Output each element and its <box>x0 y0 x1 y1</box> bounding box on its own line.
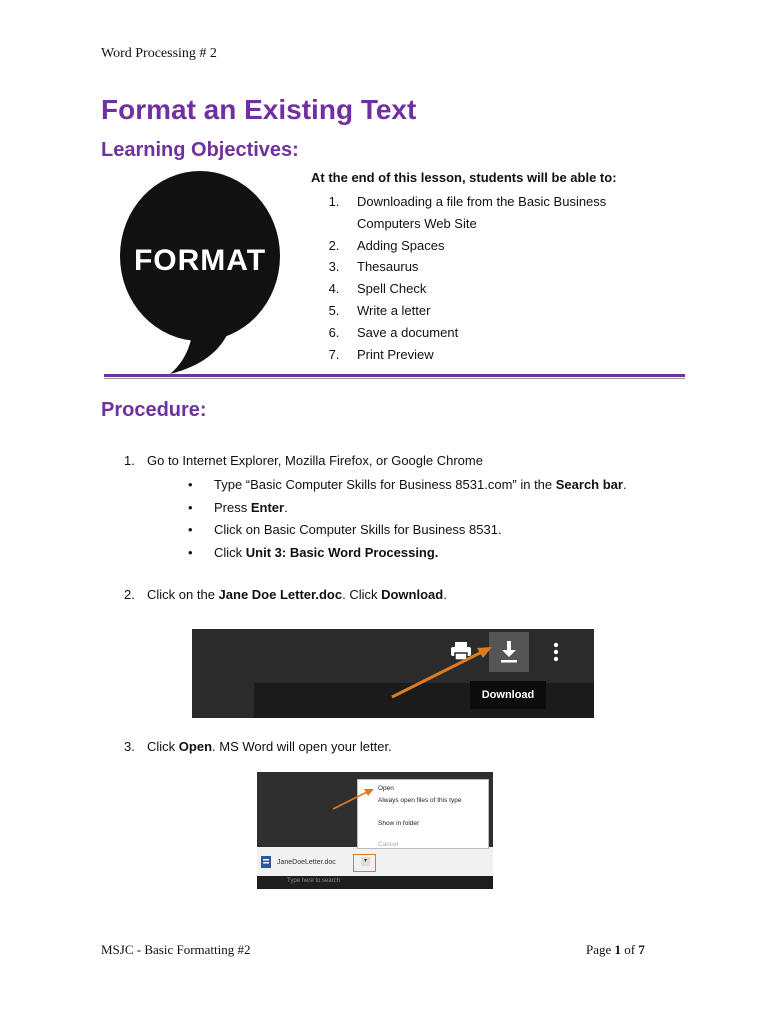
bullet-symbol: • <box>188 522 193 538</box>
list-item-text: Adding Spaces <box>357 237 445 253</box>
list-item-text: Save a document <box>357 324 459 340</box>
list-item <box>311 256 641 278</box>
list-item <box>311 191 641 235</box>
list-item <box>311 235 641 257</box>
bullet-symbol: • <box>188 499 193 515</box>
procedure-step-1 <box>124 453 483 468</box>
bullet-symbol: • <box>188 477 193 492</box>
menu-item-cancel[interactable]: Cancel <box>378 841 399 848</box>
section-divider-shadow <box>104 378 685 379</box>
download-file-name[interactable]: JaneDoeLetter.doc <box>277 859 336 866</box>
step-1-bullets <box>188 474 627 565</box>
document-title: Format an Existing Text <box>101 94 417 125</box>
menu-item-open[interactable]: Open <box>378 785 394 792</box>
taskbar-search-placeholder[interactable]: Type here to search <box>287 878 341 884</box>
section-divider <box>104 374 685 377</box>
pointer-arrow <box>257 772 493 889</box>
chevron-down-icon[interactable]: ▾ <box>361 857 370 866</box>
step-number: 3. <box>124 739 135 754</box>
format-image-label: FORMAT <box>133 244 267 277</box>
list-number: 4. <box>328 281 340 297</box>
procedure-heading: Procedure: <box>101 399 207 421</box>
format-speech-bubble-image <box>118 170 288 375</box>
list-number: 3. <box>328 259 340 275</box>
pointer-arrow <box>192 629 594 718</box>
list-number: 6. <box>328 324 340 340</box>
page-header: Word Processing # 2 <box>101 46 217 61</box>
list-item-text: Write a letter <box>357 302 431 318</box>
procedure-step-2: 2. Click on the Jane Doe Letter.doc. Click Download. <box>124 587 447 602</box>
list-number: 7. <box>328 346 340 362</box>
list-item-text: Spell Check <box>357 281 427 297</box>
open-file-screenshot <box>257 772 493 889</box>
list-item-text: Thesaurus <box>357 259 419 275</box>
list-item <box>311 278 641 300</box>
list-item: • Type “Basic Computer Skills for Business 8531.com” in the Search bar. <box>188 474 627 497</box>
step-number: 1. <box>124 453 135 468</box>
learning-objectives-heading: Learning Objectives: <box>101 139 299 161</box>
list-item: • Press Enter. <box>188 497 627 520</box>
list-number: 1. <box>328 194 340 209</box>
footer-course-label: MSJC - Basic Formatting #2 <box>101 942 251 957</box>
list-item: • Click Unit 3: Basic Word Processing. <box>188 542 627 565</box>
list-item-text: Downloading a file from the Basic Business <box>357 194 607 209</box>
bullet-symbol: • <box>188 545 193 561</box>
footer-page-number: Page 1 of 7 <box>586 942 645 957</box>
step-number: 2. <box>124 587 135 602</box>
menu-item-always-open[interactable]: Always open files of this type <box>378 797 462 804</box>
step-text: Go to Internet Explorer, Mozilla Firefox, or Google Chrome <box>147 453 483 468</box>
list-item <box>311 322 641 344</box>
procedure-step-3: 3. Click Open. MS Word will open your letter. <box>124 739 392 754</box>
objectives-list <box>311 191 641 365</box>
download-tooltip: Download <box>470 681 546 709</box>
download-toolbar-screenshot <box>192 629 594 718</box>
list-number: 2. <box>328 237 340 253</box>
list-item: • Click on Basic Computer Skills for Business 8531. <box>188 519 627 542</box>
objectives-intro: At the end of this lesson, students will be able to: <box>311 170 617 185</box>
menu-item-show-in-folder[interactable]: Show in folder <box>378 820 420 827</box>
list-item-text: Print Preview <box>357 346 434 362</box>
list-number: 5. <box>328 302 340 318</box>
list-item <box>311 344 641 366</box>
list-item-text-continued: Computers Web Site <box>357 215 477 231</box>
list-item <box>311 300 641 322</box>
